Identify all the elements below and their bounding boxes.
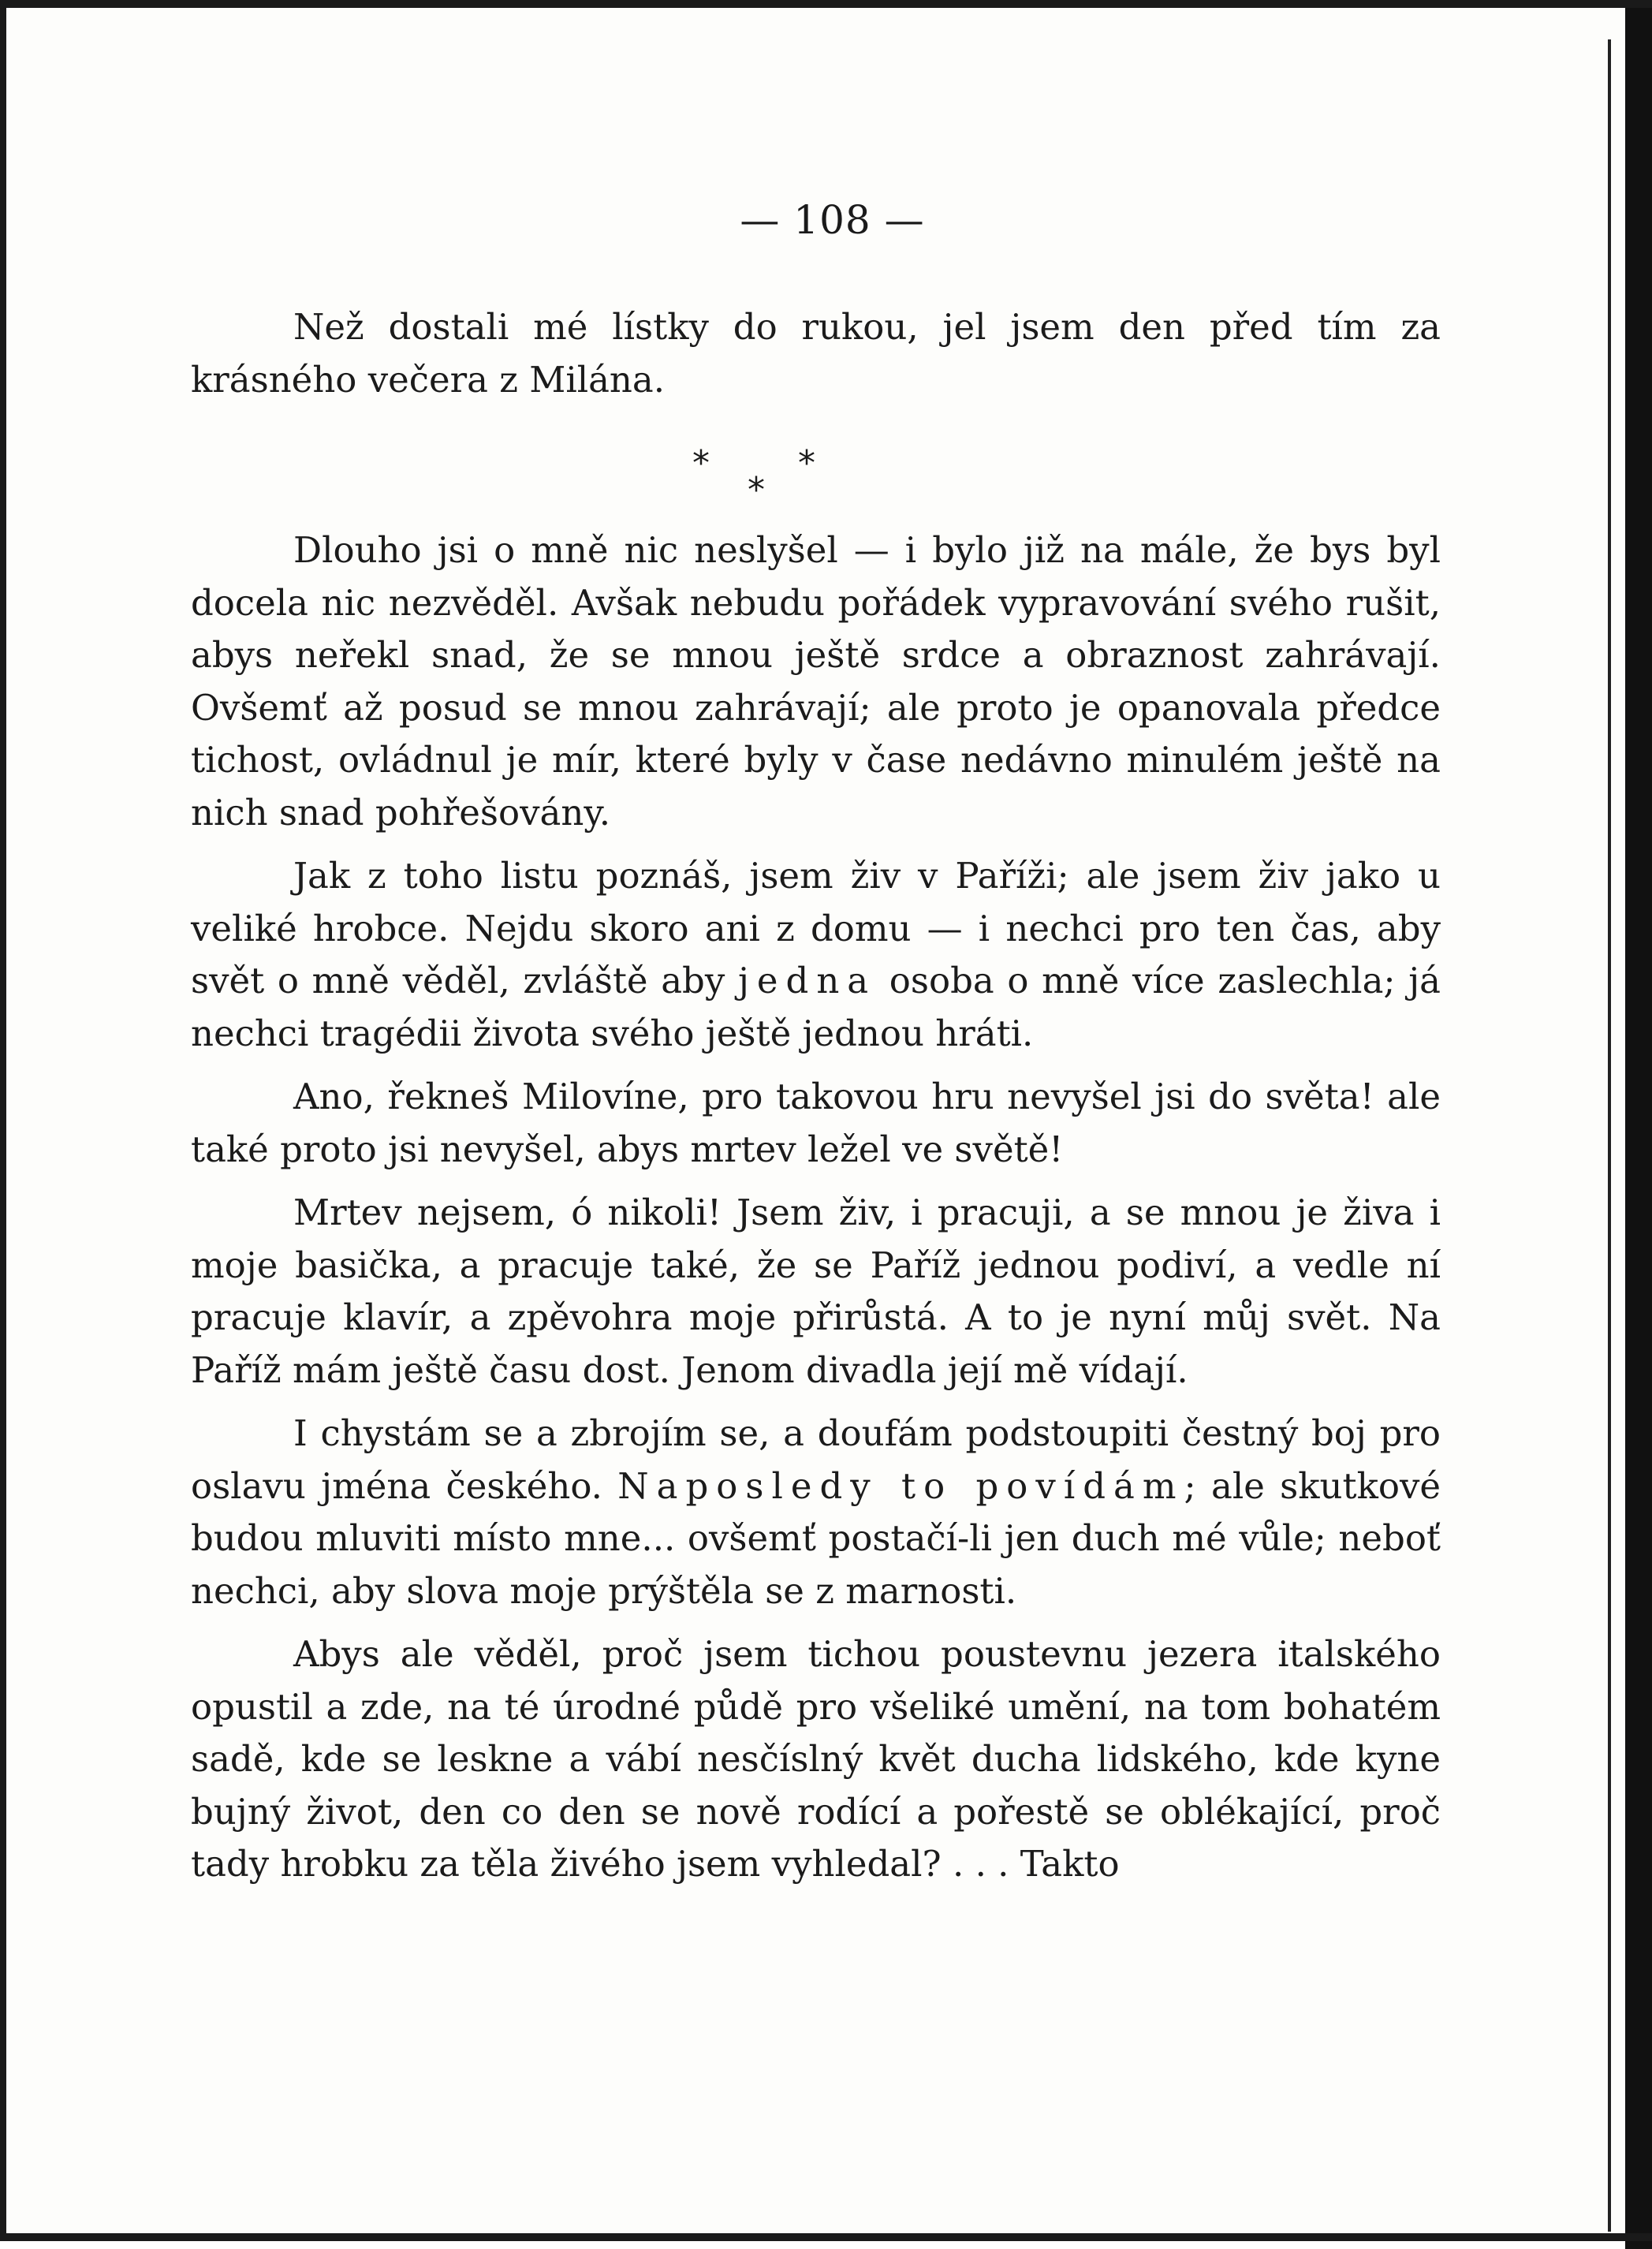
asterisk-2: *: [798, 443, 815, 483]
paragraph-6: [191, 1408, 1441, 1617]
body-text: [191, 301, 1441, 1891]
paragraph-3-part-1: Jak z toho listu poznáš, jsem živ v Paříži; ale jsem živ jako u veliké hrobce. Nejdu skoro ani z domu — i nechci pro ten čas, aby svět o mně věděl, zvláště aby: [191, 855, 1441, 1001]
page-bottom-edge: [6, 2233, 1652, 2241]
paragraph-6-part-2: ; ale skutkové budou mluviti místo mne... ovšemť postačí-li jen duch mé vůle; neboť nechci, aby slova moje prýštěla se z marnosti.: [191, 1464, 1441, 1612]
page-right-edge-line: [1608, 39, 1611, 2232]
section-divider-asterisks: [191, 406, 1441, 524]
paragraph-3-part-2: osoba o mně více zaslechla; já nechci tragédii života svého ještě jednou hráti.: [191, 960, 1441, 1054]
asterisk-3: *: [748, 470, 765, 510]
paragraph-3-emphasis: jedna: [737, 960, 877, 1001]
paragraph-2: Dlouho jsi o mně nic neslyšel — i bylo již na mále, že bys byl docela nic nezvěděl. Avšak nebudu pořádek vypravování svého rušit, abys neřekl snad, že se mnou ještě srdce a obraznost zahrávají. Ovšemť až posud se mnou zahrávají; ale proto je opanovala předce tichost, ovládnul je mír, které byly v čase nedávno minulém ještě na nich snad pohřešovány.: [191, 529, 1441, 834]
paragraph-7: Abys ale věděl, proč jsem tichou poustevnu jezera italského opustil a zde, na té úrodné půdě pro všeliké umění, na tom bohatém sadě, kde se leskne a vábí nesčíslný květ ducha lidského, kde kyne bujný život, den co den se nově rodící a pořestě se oblékající, proč tady hrobku za těla živého jsem vyhledal? . . . Takto: [191, 1633, 1441, 1885]
page-right-edge: [1625, 8, 1652, 2249]
paragraph-1: Než dostali mé lístky do rukou, jel jsem den před tím za krásného večera z Milána.: [191, 306, 1441, 401]
paragraph-4: Ano, řekneš Milovíne, pro takovou hru nevyšel jsi do světa! ale také proto jsi nevyšel, abys mrtev ležel ve světě!: [191, 1076, 1441, 1170]
paragraph-6-part-1: I chystám se a zbrojím se, a doufám podstoupiti čestný boj pro oslavu jména českého.: [191, 1412, 1441, 1507]
paragraph-5: Mrtev nejsem, ó nikoli! Jsem živ, i pracuji, a se mnou je živa i moje basička, a pracuje také, že se Paříž jednou podiví, a vedle ní pracuje klavír, a zpěvohra moje přirůstá. A to je nyní můj svět. Na Paříž mám ještě času dost. Jenom divadla její mě vídají.: [191, 1192, 1441, 1391]
page-number: — 108 —: [740, 197, 925, 243]
asterisk-1: *: [692, 443, 710, 483]
paragraph-3: [191, 850, 1441, 1060]
paragraph-6-emphasis: Naposledy to povídám: [617, 1464, 1184, 1507]
